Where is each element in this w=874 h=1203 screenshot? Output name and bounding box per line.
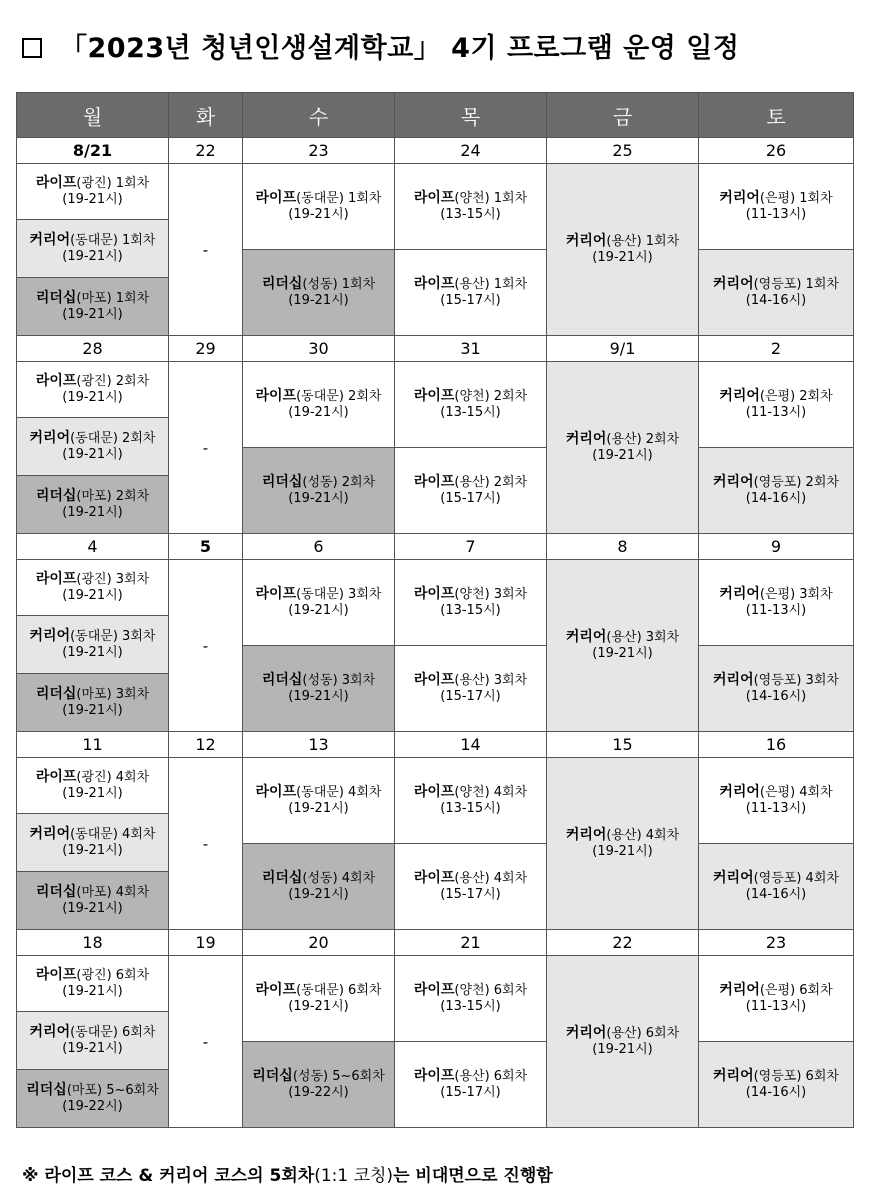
footnote-suffix: 는 비대면으로 진행함 — [393, 1166, 553, 1186]
mon-session-cell — [17, 362, 169, 418]
weekday-header: 수 — [243, 93, 395, 138]
sat-session-cell — [699, 646, 854, 732]
no-session-cell: - — [169, 956, 243, 1128]
thu-session-cell — [395, 250, 547, 336]
session-program-name: 라이프 — [255, 190, 297, 206]
mon-session-cell — [17, 674, 169, 732]
mon-session-cell — [17, 1012, 169, 1070]
session-location-round: (양천) 1회차 — [454, 191, 528, 206]
session-location-round: (동대문) 4회차 — [296, 785, 382, 800]
sat-session-cell — [699, 758, 854, 844]
session-time: (19-21시) — [62, 307, 123, 322]
thu-session-cell — [395, 164, 547, 250]
session-location-round: (성동) 2회차 — [302, 475, 376, 490]
session-time: (19-21시) — [592, 844, 653, 859]
mon-session-cell — [17, 220, 169, 278]
session-time: (19-21시) — [592, 448, 653, 463]
date-cell: 8/21 — [17, 138, 169, 164]
session-program-name: 라이프 — [255, 784, 297, 800]
session-location-round: (성동) 1회차 — [302, 277, 376, 292]
session-time: (19-21시) — [288, 405, 349, 420]
sat-session-cell — [699, 844, 854, 930]
session-program-name: 리더십 — [261, 474, 303, 490]
session-time: (19-21시) — [288, 207, 349, 222]
session-program-name: 리더십 — [261, 276, 303, 292]
session-program-name: 리더십 — [35, 488, 77, 504]
sat-session-cell — [699, 362, 854, 448]
weekday-header: 목 — [395, 93, 547, 138]
session-location-round: (마포) 2회차 — [76, 489, 150, 504]
session-time: (13-15시) — [440, 603, 501, 618]
session-program-name: 커리어 — [29, 430, 71, 446]
thu-session-cell — [395, 448, 547, 534]
mon-session-cell — [17, 814, 169, 872]
session-location-round: (양천) 6회차 — [454, 983, 528, 998]
session-location-round: (용산) 3회차 — [606, 630, 680, 645]
session-time: (19-21시) — [62, 901, 123, 916]
wed-session-cell — [243, 956, 395, 1042]
session-location-round: (영등포) 6회차 — [753, 1069, 839, 1084]
date-cell: 12 — [169, 732, 243, 758]
mon-session-cell — [17, 872, 169, 930]
no-session-cell: - — [169, 560, 243, 732]
session-time: (19-22시) — [62, 1099, 123, 1114]
date-cell: 29 — [169, 336, 243, 362]
session-time: (14-16시) — [745, 1085, 807, 1100]
session-location-round: (동대문) 1회차 — [296, 191, 382, 206]
footnote-paren: (1:1 코칭) — [314, 1166, 394, 1186]
mon-session-cell — [17, 476, 169, 534]
weekday-header: 월 — [17, 93, 169, 138]
session-location-round: (동대문) 6회차 — [296, 983, 382, 998]
session-time: (19-21시) — [592, 646, 653, 661]
session-location-round: (용산) 1회차 — [606, 234, 680, 249]
wed-session-cell — [243, 844, 395, 930]
session-location-round: (동대문) 1회차 — [70, 233, 156, 248]
session-time: (19-21시) — [62, 447, 123, 462]
session-program-name: 라이프 — [413, 190, 455, 206]
session-time: (19-21시) — [62, 703, 123, 718]
page-title — [22, 26, 862, 65]
mon-session-cell — [17, 164, 169, 220]
fri-session-cell — [547, 362, 699, 534]
session-time: (19-21시) — [62, 843, 123, 858]
thu-session-cell — [395, 560, 547, 646]
date-cell: 9 — [699, 534, 854, 560]
date-cell: 9/1 — [547, 336, 699, 362]
session-program-name: 리더십 — [261, 672, 303, 688]
thu-session-cell — [395, 844, 547, 930]
date-cell: 4 — [17, 534, 169, 560]
wed-session-cell — [243, 560, 395, 646]
session-program-name: 커리어 — [29, 232, 71, 248]
session-location-round: (영등포) 2회차 — [753, 475, 839, 490]
sat-session-cell — [699, 1042, 854, 1128]
no-session-cell: - — [169, 164, 243, 336]
wed-session-cell — [243, 164, 395, 250]
session-program-name: 커리어 — [29, 826, 71, 842]
session-time: (19-21시) — [288, 887, 349, 902]
fri-session-cell — [547, 758, 699, 930]
wed-session-cell — [243, 646, 395, 732]
session-location-round: (동대문) 3회차 — [296, 587, 382, 602]
session-program-name: 라이프 — [35, 373, 77, 389]
session-program-name: 커리어 — [713, 870, 754, 886]
session-time: (19-21시) — [288, 293, 349, 308]
session-location-round: (은평) 1회차 — [759, 191, 833, 206]
wed-session-cell — [243, 1042, 395, 1128]
date-cell: 28 — [17, 336, 169, 362]
date-cell: 14 — [395, 732, 547, 758]
session-program-name: 커리어 — [713, 276, 754, 292]
session-location-round: (용산) 6회차 — [606, 1026, 680, 1041]
weekday-header: 토 — [699, 93, 854, 138]
date-row — [17, 930, 854, 956]
thu-session-cell — [395, 1042, 547, 1128]
session-time: (19-21시) — [592, 1042, 653, 1057]
footnote-prefix: ※ 라이프 코스 & 커리어 코스의 5회차 — [22, 1166, 315, 1186]
session-location-round: (용산) 1회차 — [454, 277, 528, 292]
session-location-round: (마포) 3회차 — [76, 687, 150, 702]
session-time: (14-16시) — [745, 491, 807, 506]
session-location-round: (광진) 3회차 — [76, 572, 150, 587]
date-cell: 7 — [395, 534, 547, 560]
session-time: (14-16시) — [745, 887, 807, 902]
date-cell: 16 — [699, 732, 854, 758]
session-time: (15-17시) — [440, 491, 501, 506]
session-location-round: (광진) 6회차 — [76, 968, 150, 983]
sat-session-cell — [699, 164, 854, 250]
session-location-round: (마포) 5~6회차 — [66, 1083, 159, 1098]
session-program-name: 라이프 — [35, 769, 77, 785]
session-time: (11-13시) — [745, 999, 807, 1014]
date-cell: 19 — [169, 930, 243, 956]
session-program-name: 커리어 — [719, 388, 760, 404]
session-location-round: (성동) 3회차 — [302, 673, 376, 688]
session-location-round: (은평) 3회차 — [759, 587, 833, 602]
date-cell: 26 — [699, 138, 854, 164]
session-program-name: 라이프 — [413, 672, 455, 688]
session-program-name: 라이프 — [255, 388, 297, 404]
fri-session-cell — [547, 956, 699, 1128]
session-time: (19-21시) — [62, 192, 123, 207]
session-time: (19-21시) — [288, 491, 349, 506]
session-location-round: (양천) 3회차 — [454, 587, 528, 602]
session-location-round: (용산) 3회차 — [454, 673, 528, 688]
schedule-table — [16, 92, 854, 1128]
session-time: (13-15시) — [440, 801, 501, 816]
session-location-round: (영등포) 4회차 — [753, 871, 839, 886]
session-program-name: 커리어 — [713, 1068, 754, 1084]
date-cell: 24 — [395, 138, 547, 164]
session-program-name: 라이프 — [413, 586, 455, 602]
session-time: (19-21시) — [288, 603, 349, 618]
session-program-name: 리더십 — [35, 686, 77, 702]
session-location-round: (양천) 2회차 — [454, 389, 528, 404]
session-location-round: (은평) 2회차 — [759, 389, 833, 404]
session-location-round: (용산) 6회차 — [454, 1069, 528, 1084]
session-time: (19-21시) — [62, 390, 123, 405]
thu-session-cell — [395, 956, 547, 1042]
session-location-round: (마포) 1회차 — [76, 291, 150, 306]
session-program-name: 라이프 — [413, 388, 455, 404]
date-cell: 8 — [547, 534, 699, 560]
session-program-name: 커리어 — [713, 672, 754, 688]
checkbox-square-icon — [22, 38, 42, 58]
session-location-round: (성동) 5~6회차 — [292, 1069, 385, 1084]
session-time: (15-17시) — [440, 689, 501, 704]
session-location-round: (광진) 2회차 — [76, 374, 150, 389]
date-row — [17, 336, 854, 362]
fri-session-cell — [547, 560, 699, 732]
fri-session-cell — [547, 164, 699, 336]
thu-session-cell — [395, 362, 547, 448]
wed-session-cell — [243, 448, 395, 534]
session-program-name: 리더십 — [261, 870, 303, 886]
date-cell: 23 — [243, 138, 395, 164]
session-program-name: 리더십 — [252, 1068, 293, 1084]
session-program-name: 라이프 — [413, 982, 455, 998]
session-program-name: 라이프 — [413, 784, 455, 800]
mon-session-cell — [17, 1070, 169, 1128]
session-time: (11-13시) — [745, 801, 807, 816]
session-time: (13-15시) — [440, 405, 501, 420]
date-cell: 15 — [547, 732, 699, 758]
session-time: (19-21시) — [62, 645, 123, 660]
date-cell: 20 — [243, 930, 395, 956]
session-program-name: 라이프 — [35, 571, 77, 587]
session-program-name: 커리어 — [719, 982, 760, 998]
session-time: (19-21시) — [62, 588, 123, 603]
sat-session-cell — [699, 448, 854, 534]
mon-session-cell — [17, 278, 169, 336]
date-cell: 23 — [699, 930, 854, 956]
session-time: (19-21시) — [592, 250, 653, 265]
date-cell: 22 — [547, 930, 699, 956]
session-time: (14-16시) — [745, 293, 807, 308]
session-program-name: 리더십 — [26, 1082, 67, 1098]
session-program-name: 커리어 — [719, 190, 760, 206]
session-program-name: 리더십 — [35, 290, 77, 306]
session-time: (19-21시) — [62, 786, 123, 801]
session-program-name: 커리어 — [719, 784, 760, 800]
mon-session-cell — [17, 418, 169, 476]
session-subrow — [17, 362, 854, 390]
session-time: (19-21시) — [288, 801, 349, 816]
session-location-round: (광진) 1회차 — [76, 176, 150, 191]
session-program-name: 커리어 — [565, 827, 607, 843]
session-location-round: (동대문) 2회차 — [70, 431, 156, 446]
session-location-round: (동대문) 3회차 — [70, 629, 156, 644]
session-program-name: 리더십 — [35, 884, 77, 900]
session-program-name: 커리어 — [565, 233, 607, 249]
session-time: (19-21시) — [62, 505, 123, 520]
date-cell: 25 — [547, 138, 699, 164]
session-program-name: 커리어 — [565, 431, 607, 447]
date-cell: 31 — [395, 336, 547, 362]
weekday-header-row — [17, 93, 854, 138]
session-time: (19-22시) — [288, 1085, 349, 1100]
session-time: (13-15시) — [440, 207, 501, 222]
mon-session-cell — [17, 758, 169, 814]
sat-session-cell — [699, 956, 854, 1042]
session-location-round: (영등포) 3회차 — [753, 673, 839, 688]
session-time: (11-13시) — [745, 405, 807, 420]
session-subrow — [17, 164, 854, 192]
thu-session-cell — [395, 758, 547, 844]
date-cell: 13 — [243, 732, 395, 758]
session-location-round: (은평) 4회차 — [759, 785, 833, 800]
date-cell: 30 — [243, 336, 395, 362]
session-program-name: 커리어 — [565, 1025, 607, 1041]
session-location-round: (마포) 4회차 — [76, 885, 150, 900]
no-session-cell: - — [169, 758, 243, 930]
weekday-header: 화 — [169, 93, 243, 138]
session-program-name: 커리어 — [29, 1024, 71, 1040]
sat-session-cell — [699, 250, 854, 336]
session-program-name: 라이프 — [413, 870, 455, 886]
session-subrow — [17, 956, 854, 984]
session-location-round: (용산) 4회차 — [606, 828, 680, 843]
session-location-round: (동대문) 6회차 — [70, 1025, 156, 1040]
session-program-name: 라이프 — [413, 276, 455, 292]
session-subrow — [17, 758, 854, 786]
weekday-header: 금 — [547, 93, 699, 138]
session-time: (15-17시) — [440, 293, 501, 308]
wed-session-cell — [243, 758, 395, 844]
schedule-body — [17, 138, 854, 1128]
session-program-name: 커리어 — [565, 629, 607, 645]
session-program-name: 라이프 — [255, 586, 297, 602]
date-row — [17, 534, 854, 560]
session-time: (15-17시) — [440, 1085, 501, 1100]
session-location-round: (용산) 2회차 — [606, 432, 680, 447]
session-program-name: 커리어 — [29, 628, 71, 644]
session-location-round: (동대문) 2회차 — [296, 389, 382, 404]
date-cell: 5 — [169, 534, 243, 560]
session-location-round: (용산) 2회차 — [454, 475, 528, 490]
session-program-name: 커리어 — [719, 586, 760, 602]
wed-session-cell — [243, 362, 395, 448]
no-session-cell: - — [169, 362, 243, 534]
date-cell: 22 — [169, 138, 243, 164]
session-time: (14-16시) — [745, 689, 807, 704]
page-title-text: 「2023년 청년인생설계학교」 4기 프로그램 운영 일정 — [60, 33, 740, 64]
session-time: (19-21시) — [62, 1041, 123, 1056]
mon-session-cell — [17, 956, 169, 1012]
sat-session-cell — [699, 560, 854, 646]
session-location-round: (광진) 4회차 — [76, 770, 150, 785]
session-location-round: (성동) 4회차 — [302, 871, 376, 886]
date-row — [17, 138, 854, 164]
session-time: (19-21시) — [62, 984, 123, 999]
session-location-round: (동대문) 4회차 — [70, 827, 156, 842]
session-time: (13-15시) — [440, 999, 501, 1014]
date-cell: 2 — [699, 336, 854, 362]
mon-session-cell — [17, 616, 169, 674]
date-cell: 11 — [17, 732, 169, 758]
date-cell: 18 — [17, 930, 169, 956]
session-program-name: 라이프 — [413, 474, 455, 490]
session-location-round: (양천) 4회차 — [454, 785, 528, 800]
thu-session-cell — [395, 646, 547, 732]
wed-session-cell — [243, 250, 395, 336]
session-time: (19-21시) — [288, 999, 349, 1014]
session-location-round: (은평) 6회차 — [759, 983, 833, 998]
date-row — [17, 732, 854, 758]
session-program-name: 라이프 — [35, 175, 77, 191]
session-time: (15-17시) — [440, 887, 501, 902]
session-program-name: 라이프 — [255, 982, 297, 998]
session-time: (19-21시) — [62, 249, 123, 264]
session-time: (11-13시) — [745, 603, 807, 618]
footnote — [22, 1161, 553, 1186]
date-cell: 6 — [243, 534, 395, 560]
session-subrow — [17, 560, 854, 588]
date-cell: 21 — [395, 930, 547, 956]
session-program-name: 라이프 — [413, 1068, 455, 1084]
session-location-round: (용산) 4회차 — [454, 871, 528, 886]
session-program-name: 라이프 — [35, 967, 77, 983]
session-time: (19-21시) — [288, 689, 349, 704]
session-program-name: 커리어 — [713, 474, 754, 490]
session-time: (11-13시) — [745, 207, 807, 222]
mon-session-cell — [17, 560, 169, 616]
session-location-round: (영등포) 1회차 — [753, 277, 839, 292]
